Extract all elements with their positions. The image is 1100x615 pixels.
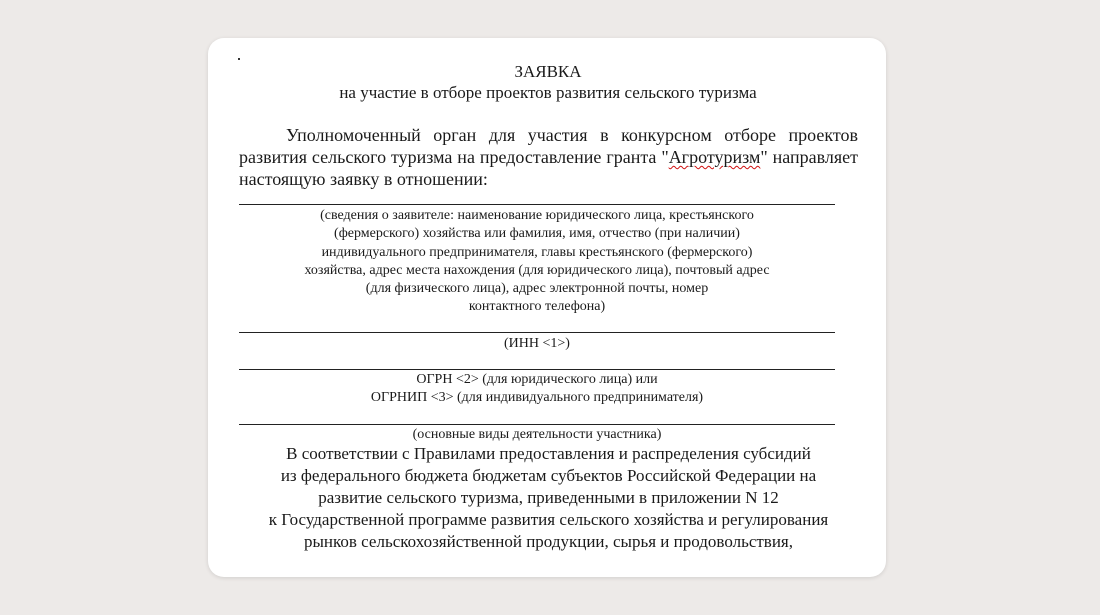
document-subtitle: на участие в отборе проектов развития сельского туризма xyxy=(339,83,757,102)
applicant-fill-line xyxy=(239,204,835,205)
document-title: ЗАЯВКА xyxy=(514,62,582,81)
document-card xyxy=(208,38,886,577)
activity-caption: (основные виды деятельности участника) xyxy=(412,427,662,442)
page-marker-dot xyxy=(238,58,240,60)
activity-fill-line xyxy=(239,424,835,425)
intro-text-end: " направляет настоящую заявку в отношении: xyxy=(239,147,859,189)
body-paragraph: В соответствии с Правилами предоставления и распределения субсидий из федерального бюджета бюджетам субъектов Российской Федерации на развитие сельского туризма, приведенными в приложении N 12 к Государственной программе развития сельского хозяйства и регулирования рынков сельскохозяйственной продукции, сырья и продовольствия, xyxy=(268,444,829,551)
inn-fill-line xyxy=(239,332,835,333)
intro-paragraph xyxy=(239,124,858,190)
applicant-caption: (сведения о заявителе: наименование юридического лица, крестьянского (фермерского) хозяйства или фамилия, имя, отчество (при наличии) индивидуального предпринимателя, главы крестьянского (фермерского) хозяйства, адрес места нахождения (для юридического лица), почтовый адрес (для физического лица), адрес электронной почты, номер контактного телефона) xyxy=(304,208,770,315)
brand-name-spellcheck: Агротуризм xyxy=(668,147,761,167)
ogrn-caption: ОГРН <2> (для юридического лица) или ОГРНИП <3> (для индивидуального предпринимателя) xyxy=(370,372,704,406)
ogrn-fill-line xyxy=(239,369,835,370)
intro-text-start: Уполномоченный орган для участия в конкурсном отборе проектов развития сельского туризма на предоставление гранта " xyxy=(239,125,858,167)
inn-caption: (ИНН <1>) xyxy=(504,336,570,351)
